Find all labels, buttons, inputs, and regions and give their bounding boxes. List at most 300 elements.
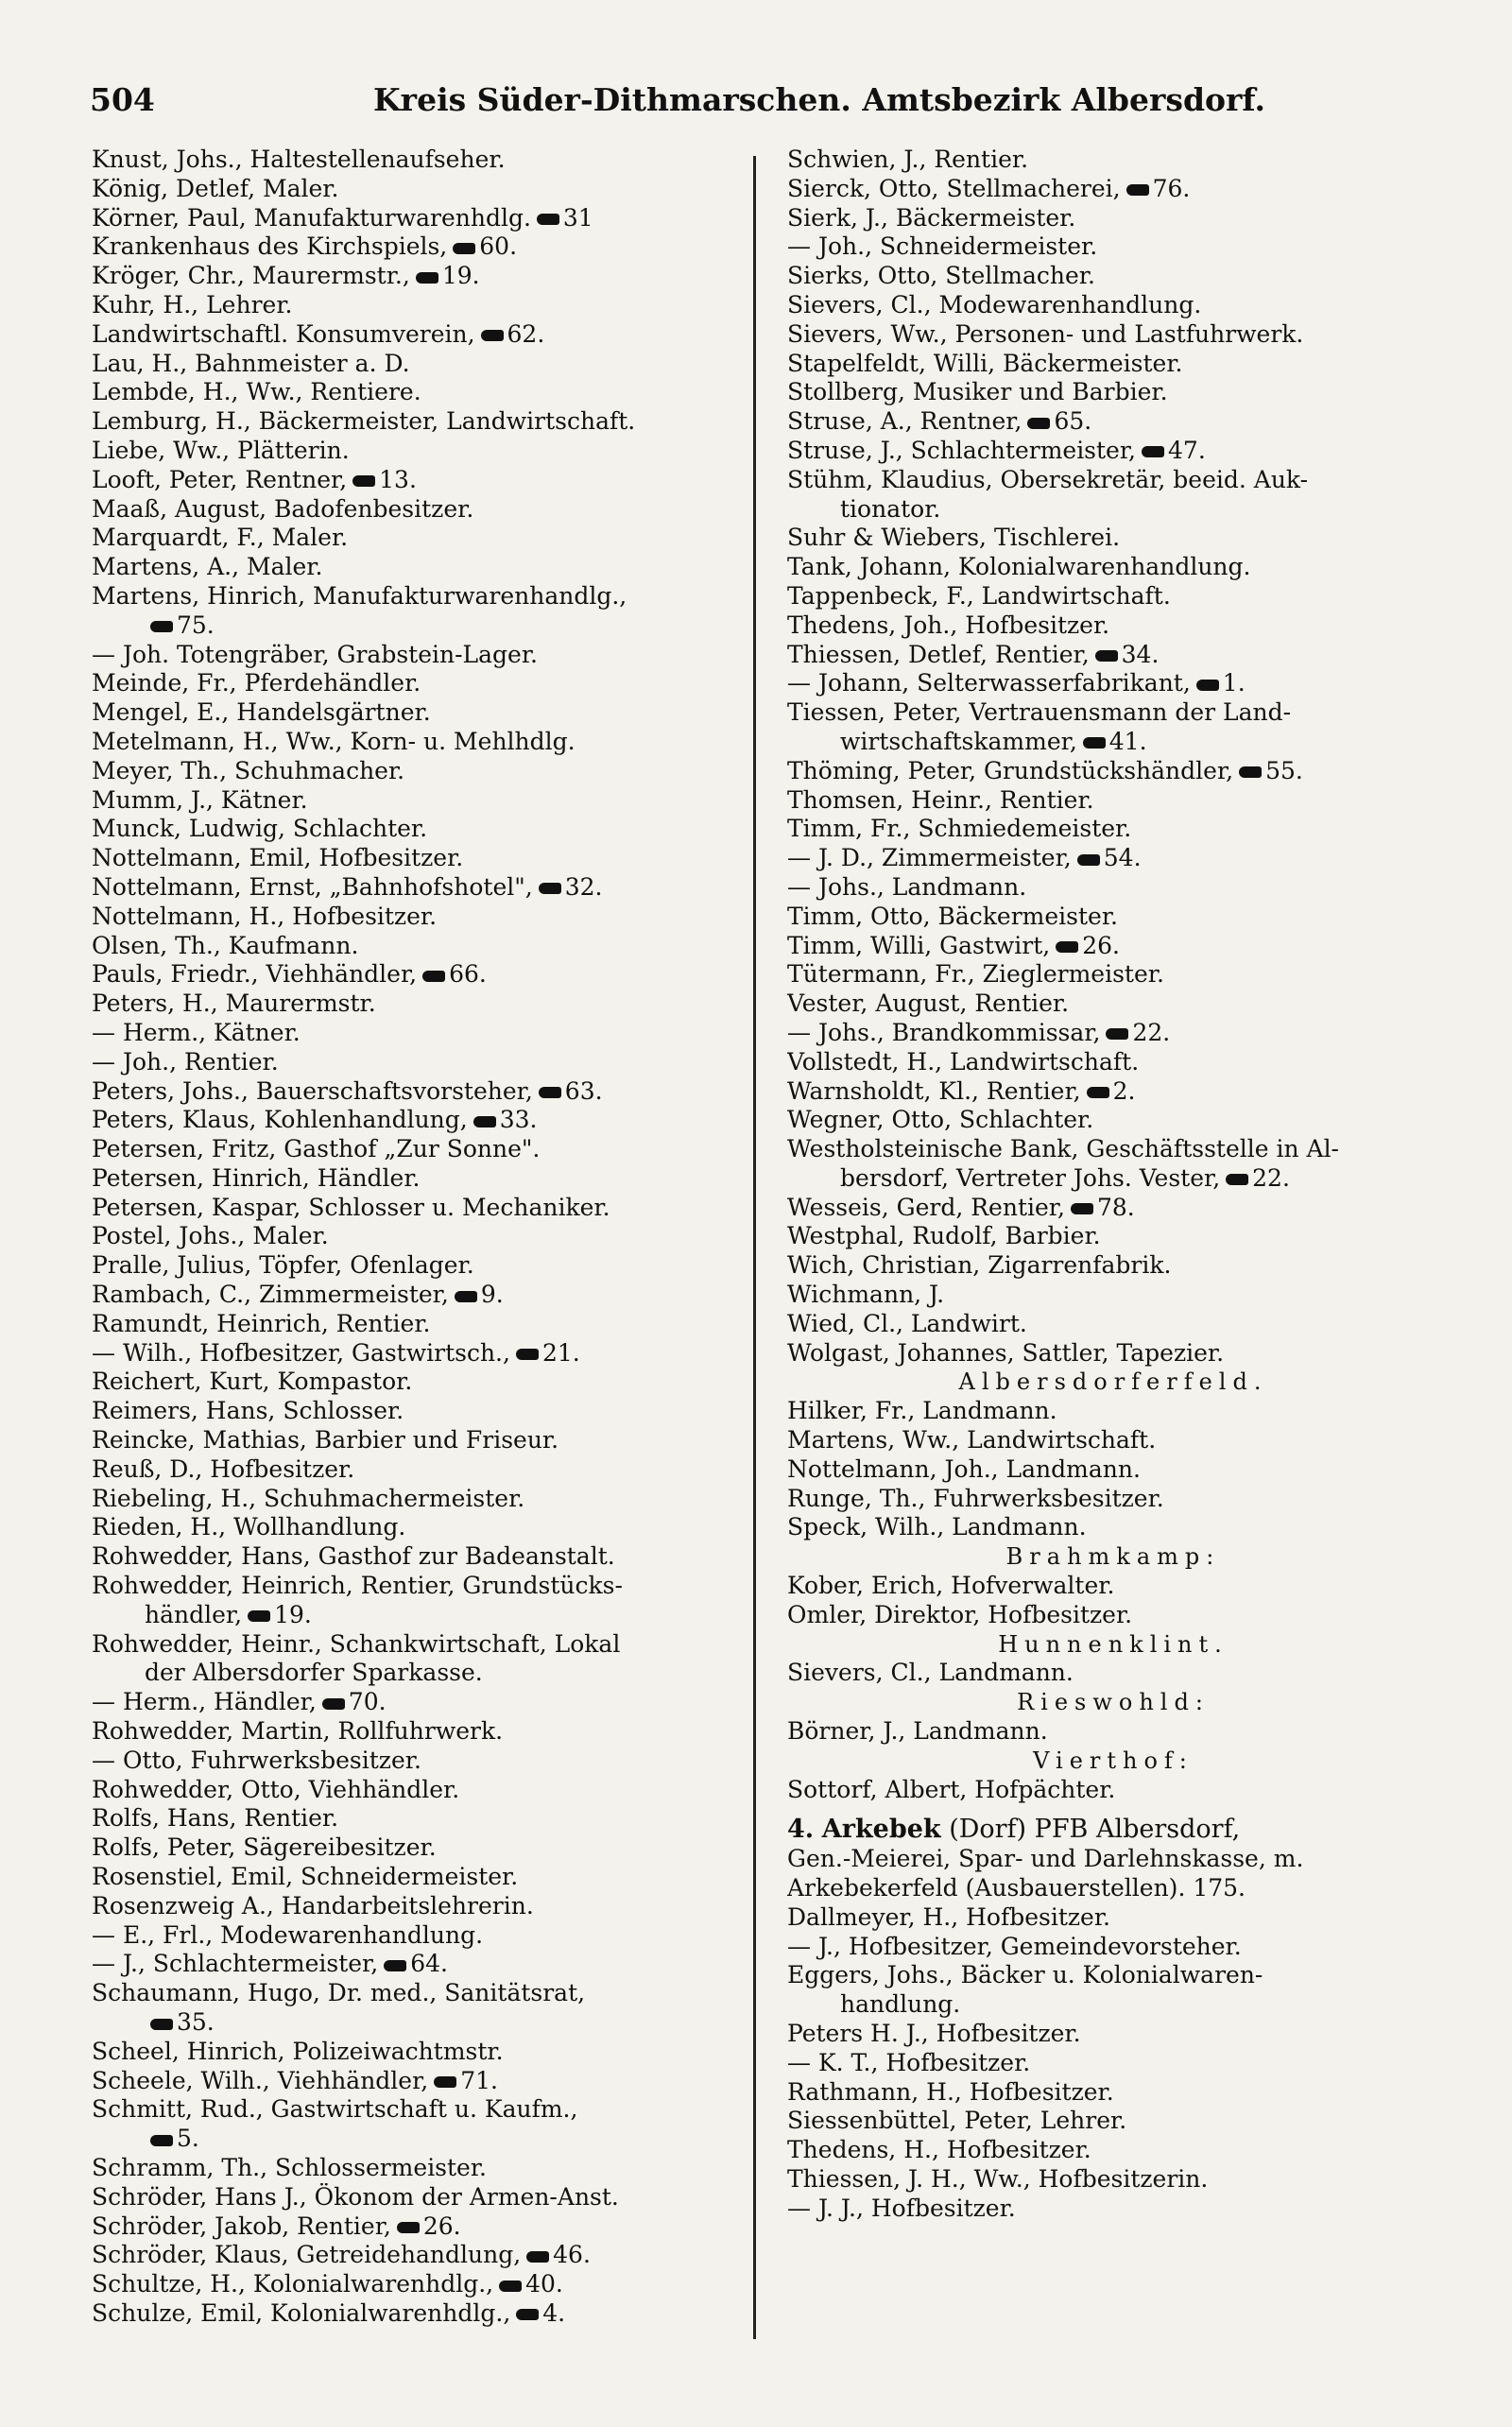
- entry-text: Sievers, Cl., Landmann.: [787, 1659, 1074, 1687]
- entry-text: Stollberg, Musiker und Barbier.: [787, 378, 1168, 406]
- entry-text: Ramundt, Heinrich, Rentier.: [92, 1309, 431, 1337]
- directory-entry: [787, 466, 1439, 495]
- directory-entry: [787, 669, 1439, 698]
- entry-text: händler,: [145, 1600, 243, 1628]
- directory-entry: [787, 786, 1439, 816]
- directory-entry: [92, 378, 744, 407]
- entry-text: Wied, Cl., Landwirt.: [787, 1309, 1027, 1337]
- entry-text: Dallmeyer, H., Hofbesitzer.: [787, 1902, 1110, 1931]
- entry-text: Nottelmann, Emil, Hofbesitzer.: [92, 844, 464, 872]
- directory-entry: [92, 437, 744, 466]
- directory-entry: [787, 990, 1439, 1019]
- entry-text: Thiessen, J. H., Ww., Hofbesitzerin.: [787, 2164, 1209, 2193]
- directory-entry: [92, 1601, 744, 1630]
- entry-text: Eggers, Johs., Bäcker u. Kolonialwaren-: [787, 1961, 1263, 1989]
- directory-entry: [92, 2241, 744, 2270]
- telephone-icon: [539, 1087, 561, 1098]
- directory-entry: [92, 2038, 744, 2067]
- entry-text: Gen.-Meierei, Spar- und Darlehnskasse, m.: [787, 1845, 1304, 1873]
- entry-text: Schramm, Th., Schlossermeister.: [92, 2153, 488, 2181]
- telephone-icon: [150, 621, 173, 632]
- entry-text: Scheele, Wilh., Viehhändler,: [92, 2066, 429, 2094]
- directory-entry: [92, 1455, 744, 1485]
- entry-text: Schultze, H., Kolonialwarenhdlg.,: [92, 2270, 494, 2298]
- entry-text: Kober, Erich, Hofverwalter.: [787, 1572, 1115, 1600]
- entry-text: Wolgast, Johannes, Sattler, Tapezier.: [787, 1338, 1225, 1367]
- directory-entry: [787, 1251, 1439, 1281]
- telephone-icon: [384, 1960, 406, 1971]
- directory-entry: [92, 1368, 744, 1397]
- phone-number: 78.: [1096, 1193, 1135, 1221]
- entry-text: Lemburg, H., Bäckermeister, Landwirtschaft.: [92, 407, 636, 436]
- phone-number: 62.: [507, 319, 545, 348]
- entry-text: — Otto, Fuhrwerksbesitzer.: [92, 1746, 421, 1774]
- telephone-icon: [516, 2309, 539, 2320]
- directory-entry: [787, 1048, 1439, 1077]
- telephone-icon: [499, 2281, 522, 2292]
- entry-text: handlung.: [840, 1990, 961, 2019]
- phone-number: 40.: [525, 2270, 563, 2298]
- phone-number: 13.: [379, 465, 417, 493]
- entry-text: Lembde, H., Ww., Rentiere.: [92, 378, 421, 406]
- telephone-icon: [1106, 1028, 1128, 1040]
- directory-entry: [92, 1019, 744, 1048]
- directory-entry: [92, 1397, 744, 1426]
- directory-entry: [787, 1933, 1439, 1962]
- entry-text: — Johs., Landmann.: [787, 872, 1027, 901]
- entry-text: Rosenzweig A., Handarbeitslehrerin.: [92, 1891, 534, 1919]
- entry-text: Thedens, Joh., Hofbesitzer.: [787, 611, 1110, 639]
- entry-text: — J., Schlachtermeister,: [92, 1950, 379, 1978]
- directory-entry: [787, 524, 1439, 553]
- entry-text: — K. T., Hofbesitzer.: [787, 2048, 1031, 2076]
- directory-entry: [787, 1426, 1439, 1455]
- directory-entry: [92, 204, 744, 233]
- telephone-icon: [1071, 1203, 1093, 1214]
- telephone-icon: [416, 272, 438, 284]
- directory-entry: [92, 757, 744, 786]
- directory-entry: [92, 960, 744, 990]
- directory-entry: [92, 1485, 744, 1514]
- directory-entry: [787, 146, 1439, 175]
- entry-text: Petersen, Kaspar, Schlosser u. Mechaniker.: [92, 1193, 610, 1221]
- column-divider: [753, 156, 756, 2339]
- entry-text: — Herm., Kätner.: [92, 1018, 301, 1046]
- phone-number: 70.: [348, 1688, 387, 1716]
- directory-entry: [787, 903, 1439, 932]
- directory-entry: [787, 815, 1439, 844]
- entry-text: Thöming, Peter, Grundstückshändler,: [787, 756, 1234, 784]
- directory-entry: [787, 582, 1439, 611]
- entry-text: Schaumann, Hugo, Dr. med., Sanitätsrat,: [92, 1979, 586, 2007]
- directory-entry: [787, 960, 1439, 990]
- directory-entry: [92, 611, 744, 641]
- directory-entry: [787, 2049, 1439, 2078]
- entry-text: Liebe, Ww., Plätterin.: [92, 436, 350, 464]
- entry-text: Knust, Johs., Haltestellenaufseher.: [92, 146, 506, 173]
- directory-entry: [787, 2107, 1439, 2136]
- place-heading: [787, 1747, 1439, 1776]
- entry-text: Martens, Hinrich, Manufakturwarenhandlg.,: [92, 581, 627, 610]
- entry-text: Rieswohld:: [1017, 1689, 1210, 1716]
- entry-text: Börner, J., Landmann.: [787, 1717, 1048, 1746]
- directory-entry: [787, 2078, 1439, 2108]
- directory-entry: [787, 1339, 1439, 1368]
- directory-entry: [787, 1194, 1439, 1223]
- directory-entry: [92, 1717, 744, 1747]
- entry-text: Albersdorferfeld.: [958, 1368, 1268, 1396]
- entry-text: Wesseis, Gerd, Rentier,: [787, 1193, 1065, 1221]
- entry-text: Hilker, Fr., Landmann.: [787, 1397, 1057, 1425]
- entry-text: Timm, Willi, Gastwirt,: [787, 931, 1051, 959]
- place-heading: [787, 1368, 1439, 1397]
- page-header: [90, 81, 1265, 138]
- directory-entry: [787, 437, 1439, 466]
- entry-text: Rohwedder, Heinrich, Rentier, Grundstücks-: [92, 1572, 623, 1600]
- telephone-icon: [248, 1610, 270, 1622]
- phone-number: 19.: [441, 262, 480, 290]
- directory-entry: [787, 2195, 1439, 2224]
- entry-text: Schulze, Emil, Kolonialwarenhdlg.,: [92, 2298, 511, 2327]
- entry-text: Siessenbüttel, Peter, Lehrer.: [787, 2107, 1127, 2135]
- entry-text: Meinde, Fr., Pferdehändler.: [92, 669, 421, 697]
- directory-entry: [92, 320, 744, 350]
- directory-entry: [92, 728, 744, 757]
- phone-number: 46.: [553, 2241, 591, 2269]
- directory-entry: [92, 553, 744, 582]
- directory-entry: [787, 1077, 1439, 1107]
- entry-text: Peters, Klaus, Kohlenhandlung,: [92, 1106, 468, 1134]
- directory-entry: [92, 1542, 744, 1572]
- directory-entry: [92, 2183, 744, 2212]
- section-gap: [787, 1804, 1439, 1816]
- directory-entry: [92, 350, 744, 379]
- entry-text: Omler, Direktor, Hofbesitzer.: [787, 1600, 1133, 1628]
- entry-text: Thomsen, Heinr., Rentier.: [787, 785, 1094, 814]
- directory-entry: [92, 1164, 744, 1194]
- entry-text: Rolfs, Peter, Sägereibesitzer.: [92, 1833, 437, 1862]
- directory-entry: [92, 582, 744, 611]
- directory-entry: [787, 641, 1439, 670]
- directory-entry: [92, 262, 744, 291]
- directory-entry: [92, 175, 744, 204]
- entry-text: Pralle, Julius, Töpfer, Ofenlager.: [92, 1251, 474, 1280]
- directory-entry: [92, 641, 744, 670]
- entry-text: Schröder, Hans J., Ökonom der Armen-Anst.: [92, 2182, 619, 2211]
- telephone-icon: [322, 1698, 345, 1710]
- directory-entry: [787, 232, 1439, 262]
- directory-entry: [92, 2270, 744, 2299]
- directory-entry: [92, 232, 744, 262]
- entry-text: Reichert, Kurt, Kompastor.: [92, 1368, 413, 1396]
- telephone-icon: [516, 1349, 539, 1360]
- entry-text: Nottelmann, H., Hofbesitzer.: [92, 902, 438, 930]
- telephone-icon: [1226, 1174, 1248, 1185]
- directory-entry: [787, 1164, 1439, 1194]
- directory-entry: [787, 2136, 1439, 2165]
- directory-entry: [92, 2067, 744, 2096]
- phone-number: 75.: [177, 611, 215, 639]
- entry-text: tionator.: [840, 494, 941, 523]
- directory-entry: [92, 1979, 744, 2008]
- entry-text: Martens, Ww., Landwirtschaft.: [787, 1426, 1157, 1454]
- directory-entry: [92, 1659, 744, 1688]
- entry-text: Rohwedder, Hans, Gasthof zur Badeanstalt.: [92, 1542, 615, 1571]
- entry-text: Rohwedder, Martin, Rollfuhrwerk.: [92, 1717, 504, 1746]
- phone-number: 33.: [499, 1106, 538, 1134]
- phone-number: 65.: [1054, 407, 1092, 436]
- directory-entry: [787, 495, 1439, 525]
- entry-text: — Johs., Brandkommissar,: [787, 1018, 1101, 1046]
- directory-entry: [92, 1892, 744, 1921]
- directory-entry: [787, 1845, 1439, 1874]
- entry-text: Krankenhaus des Kirchspiels,: [92, 232, 448, 261]
- entry-text: Runge, Th., Fuhrwerksbesitzer.: [787, 1484, 1164, 1512]
- directory-entry: [92, 1776, 744, 1805]
- directory-entry: [787, 698, 1439, 728]
- entry-text: Stühm, Klaudius, Obersekretär, beeid. Auk-: [787, 465, 1309, 493]
- entry-text: Stapelfeldt, Willi, Bäckermeister.: [787, 349, 1183, 377]
- directory-entry: [92, 1630, 744, 1660]
- directory-entry: [92, 495, 744, 525]
- phone-number: 76.: [1152, 174, 1191, 202]
- directory-entry: [92, 903, 744, 932]
- directory-entry: [787, 1990, 1439, 2020]
- entry-text: Kröger, Chr., Maurermstr.,: [92, 262, 410, 290]
- entry-text: Munck, Ludwig, Schlachter.: [92, 815, 428, 843]
- directory-entry: [92, 146, 744, 175]
- telephone-icon: [1056, 941, 1078, 953]
- entry-text: Peters H. J., Hofbesitzer.: [787, 2020, 1081, 2047]
- entry-text: — J. D., Zimmermeister,: [787, 844, 1072, 872]
- directory-entry: [787, 1874, 1439, 1903]
- entry-text: Lau, H., Bahnmeister a. D.: [92, 349, 410, 377]
- entry-text: Peters, H., Maurermstr.: [92, 990, 376, 1018]
- entry-text: Maaß, August, Badofenbesitzer.: [92, 494, 474, 523]
- directory-entry: [787, 1961, 1439, 1990]
- telephone-icon: [352, 475, 375, 487]
- entry-text: der Albersdorfer Sparkasse.: [145, 1659, 483, 1687]
- phone-number: 41.: [1108, 727, 1147, 755]
- directory-entry: [92, 407, 744, 437]
- entry-text: Reuß, D., Hofbesitzer.: [92, 1454, 355, 1483]
- entry-text: Sierks, Otto, Stellmacher.: [787, 262, 1095, 290]
- directory-entry: [92, 1426, 744, 1455]
- directory-entry: [787, 728, 1439, 757]
- entry-text: Brahmkamp:: [1005, 1543, 1221, 1571]
- directory-entry: [787, 1776, 1439, 1805]
- entry-text: Mumm, J., Kätner.: [92, 785, 308, 814]
- directory-entry: [92, 669, 744, 698]
- directory-entry: [92, 1804, 744, 1833]
- telephone-icon: [537, 214, 559, 225]
- place-heading: [787, 1688, 1439, 1717]
- directory-entry: [787, 262, 1439, 291]
- telephone-icon: [1239, 766, 1262, 778]
- telephone-icon: [1126, 184, 1149, 196]
- entry-text: Rohwedder, Otto, Viehhändler.: [92, 1775, 460, 1803]
- entry-text: Petersen, Fritz, Gasthof „Zur Sonne".: [92, 1135, 541, 1163]
- entry-text: Rolfs, Hans, Rentier.: [92, 1804, 339, 1833]
- entry-text: bersdorf, Vertreter Johs. Vester,: [840, 1163, 1221, 1192]
- directory-entry: [787, 1106, 1439, 1135]
- directory-entry: [787, 2020, 1439, 2049]
- phone-number: 60.: [479, 232, 518, 261]
- phone-number: 5.: [177, 2125, 199, 2153]
- directory-entry: [787, 1903, 1439, 1933]
- phone-number: 64.: [410, 1950, 448, 1978]
- entry-text: Timm, Otto, Bäckermeister.: [787, 902, 1118, 930]
- directory-entry: [92, 1310, 744, 1339]
- directory-entry: [92, 1863, 744, 1892]
- right-column: [787, 146, 1439, 2224]
- place-heading: [787, 1542, 1439, 1572]
- telephone-icon: [1077, 854, 1100, 866]
- telephone-icon: [422, 971, 445, 982]
- telephone-icon: [526, 2251, 549, 2263]
- directory-entry: [787, 844, 1439, 873]
- entry-text: Pauls, Friedr., Viehhändler,: [92, 960, 418, 989]
- telephone-icon: [150, 2135, 173, 2146]
- directory-entry: [92, 1833, 744, 1863]
- entry-text: Nottelmann, Joh., Landmann.: [787, 1454, 1141, 1483]
- entry-text: Sottorf, Albert, Hofpächter.: [787, 1775, 1116, 1803]
- entry-text: — J., Hofbesitzer, Gemeindevorsteher.: [787, 1932, 1242, 1960]
- directory-entry: [787, 350, 1439, 379]
- directory-entry: [92, 2125, 744, 2154]
- directory-entry: [787, 1659, 1439, 1688]
- municipality-number: 4.: [787, 1816, 815, 1845]
- telephone-icon: [1095, 650, 1118, 662]
- entry-text: Sievers, Cl., Modewarenhandlung.: [787, 290, 1202, 318]
- directory-entry: [92, 1251, 744, 1281]
- directory-entry: [92, 1222, 744, 1251]
- directory-entry: [787, 2165, 1439, 2195]
- phone-number: 26.: [1082, 931, 1120, 959]
- phone-number: 32.: [564, 872, 603, 901]
- directory-entry: [92, 1048, 744, 1077]
- entry-text: Tank, Johann, Kolonialwarenhandlung.: [787, 553, 1251, 581]
- entry-text: Westphal, Rudolf, Barbier.: [787, 1222, 1101, 1250]
- entry-text: Peters, Johs., Bauerschaftsvorsteher,: [92, 1076, 533, 1105]
- entry-text: Petersen, Hinrich, Händler.: [92, 1163, 421, 1192]
- directory-entry: [92, 2212, 744, 2242]
- entry-text: Sievers, Ww., Personen- und Lastfuhrwerk.: [787, 319, 1304, 348]
- municipality-name: Arkebek: [821, 1816, 941, 1845]
- directory-entry: [92, 1921, 744, 1951]
- entry-text: Körner, Paul, Manufakturwarenhdlg.: [92, 203, 531, 232]
- directory-entry: [92, 786, 744, 816]
- directory-entry: [787, 1717, 1439, 1747]
- phone-number: 35.: [177, 2008, 215, 2036]
- entry-text: Rosenstiel, Emil, Schneidermeister.: [92, 1863, 519, 1891]
- telephone-icon: [1196, 680, 1219, 691]
- entry-text: Reincke, Mathias, Barbier und Friseur.: [92, 1426, 559, 1454]
- entry-text: (Dorf) PFB Albersdorf,: [949, 1816, 1241, 1845]
- entry-text: Timm, Fr., Schmiedemeister.: [787, 815, 1132, 843]
- phone-number: 9.: [480, 1281, 504, 1309]
- telephone-icon: [150, 2019, 173, 2030]
- phone-number: 26.: [422, 2212, 461, 2240]
- telephone-icon: [397, 2222, 420, 2233]
- directory-entry: [92, 873, 744, 903]
- directory-entry: [787, 320, 1439, 350]
- telephone-icon: [481, 330, 504, 341]
- entry-text: Rieden, H., Wollhandlung.: [92, 1513, 406, 1541]
- entry-text: Vester, August, Rentier.: [787, 990, 1070, 1018]
- phone-number: 47.: [1168, 436, 1206, 464]
- entry-text: Thedens, H., Hofbesitzer.: [787, 2136, 1091, 2164]
- entry-text: — Herm., Händler,: [92, 1688, 317, 1716]
- municipality-heading: [787, 1816, 1439, 1845]
- phone-number: 63.: [564, 1076, 603, 1105]
- entry-text: Schmitt, Rud., Gastwirtschaft u. Kaufm.,: [92, 2095, 578, 2124]
- entry-text: Warnsholdt, Kl., Rentier,: [787, 1076, 1081, 1105]
- entry-text: Struse, A., Rentner,: [787, 407, 1022, 436]
- entry-text: König, Detlef, Maler.: [92, 174, 339, 202]
- directory-entry: [787, 553, 1439, 582]
- directory-entry: [787, 757, 1439, 786]
- entry-text: Martens, A., Maler.: [92, 553, 323, 581]
- entry-text: Mengel, E., Handelsgärtner.: [92, 698, 431, 727]
- directory-entry: [787, 873, 1439, 903]
- directory-entry: [92, 1135, 744, 1164]
- entry-text: — Johann, Selterwasserfabrikant,: [787, 669, 1191, 697]
- directory-entry: [787, 1397, 1439, 1426]
- entry-text: Schröder, Klaus, Getreidehandlung,: [92, 2241, 522, 2269]
- phone-number: 1.: [1222, 669, 1246, 697]
- entry-text: Metelmann, H., Ww., Korn- u. Mehlhdlg.: [92, 727, 576, 755]
- entry-text: Tappenbeck, F., Landwirtschaft.: [787, 581, 1171, 610]
- phone-number: 22.: [1132, 1018, 1171, 1046]
- phone-number: 71.: [460, 2066, 499, 2094]
- entry-text: wirtschaftskammer,: [840, 727, 1077, 755]
- telephone-icon: [1142, 446, 1164, 457]
- directory-entry: [787, 175, 1439, 204]
- directory-entry: [92, 1572, 744, 1601]
- entry-text: — Joh., Rentier.: [92, 1047, 279, 1076]
- entry-text: Landwirtschaftl. Konsumverein,: [92, 319, 475, 348]
- phone-number: 54.: [1103, 844, 1142, 872]
- directory-entry: [787, 1455, 1439, 1485]
- phone-number: 21.: [541, 1338, 580, 1367]
- entry-text: Kuhr, H., Lehrer.: [92, 290, 293, 318]
- directory-entry: [92, 844, 744, 873]
- entry-text: — J. J., Hofbesitzer.: [787, 2194, 1016, 2222]
- directory-entry: [92, 1513, 744, 1542]
- telephone-icon: [1087, 1087, 1109, 1098]
- directory-entry: [787, 204, 1439, 233]
- entry-text: — E., Frl., Modewarenhandlung.: [92, 1920, 484, 1949]
- entry-text: Vierthof:: [1033, 1747, 1194, 1774]
- telephone-icon: [539, 883, 561, 894]
- directory-entry: [92, 932, 744, 961]
- directory-entry: [92, 1106, 744, 1135]
- telephone-icon: [455, 1291, 477, 1302]
- telephone-icon: [453, 243, 475, 254]
- entry-text: Struse, J., Schlachtermeister,: [787, 436, 1137, 464]
- entry-text: — Wilh., Hofbesitzer, Gastwirtsch.,: [92, 1338, 510, 1367]
- directory-entry: [92, 2299, 744, 2329]
- directory-entry: [92, 1747, 744, 1776]
- phone-number: 34.: [1121, 640, 1160, 668]
- entry-text: Reimers, Hans, Schlosser.: [92, 1397, 404, 1425]
- directory-entry: [787, 378, 1439, 407]
- directory-entry: [787, 1572, 1439, 1601]
- phone-number: 55.: [1265, 756, 1303, 784]
- page-title: Kreis Süder-Dithmarschen. Amtsbezirk Albersdorf.: [373, 81, 1265, 118]
- entry-text: Sierk, J., Bäckermeister.: [787, 203, 1076, 232]
